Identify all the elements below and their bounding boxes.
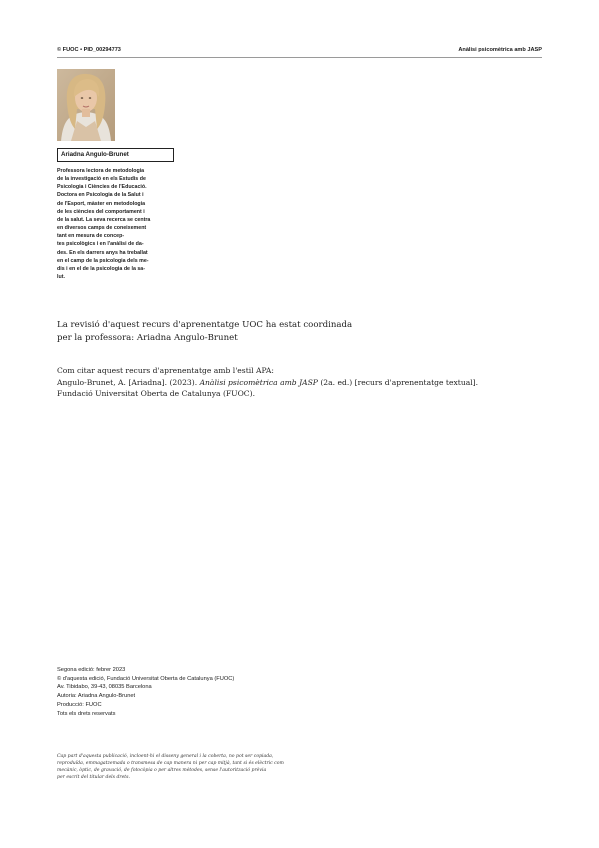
bio-line: de la investigació en els Estudis de (57, 176, 146, 183)
colophon-line: Autoria: Ariadna Angulo-Brunet (57, 693, 136, 700)
colophon-line: Segona edició: febrer 2023 (57, 667, 126, 673)
author-bio (57, 167, 175, 281)
bio-line: des. En els darrers anys ha treballat (57, 249, 148, 256)
author-name: Ariadna Angulo-Brunet (57, 148, 174, 162)
bio-line: en diversos camps de coneixement (57, 225, 147, 232)
citation-reference (57, 377, 478, 389)
bio-line: tes psicològics i en l'anàlisi de da- (57, 241, 144, 248)
bio-line: de les ciències del comportament i (57, 208, 145, 215)
colophon-line: Tots els drets reservats (57, 710, 116, 717)
citation-edition: (2a. ed.) [recurs d'aprenentatge textual]. (317, 377, 479, 387)
bio-line: de la salut. La seva recerca se centra (57, 216, 151, 223)
review-statement (57, 319, 352, 344)
bio-line: Doctora en Psicologia de la Salut i (57, 192, 144, 199)
legal-line: per escrit del titular dels drets. (57, 775, 130, 781)
colophon-line: Producció: FUOC (57, 701, 102, 708)
header-document-title: Anàlisi psicomètrica amb JASP (458, 47, 542, 53)
citation-block (57, 365, 478, 400)
colophon-line: Av. Tibidabo, 39-43, 08035 Barcelona (57, 684, 152, 691)
review-line: La revisió d'aquest recurs d'aprenentatge UOC ha estat coordinada (57, 320, 353, 330)
colophon-line: © d'aquesta edició, Fundació Universitat Oberta de Catalunya (FUOC) (57, 675, 235, 682)
bio-line: Psicologia i Ciències de l'Educació. (57, 184, 147, 191)
bio-line: lut. (57, 274, 65, 281)
copyright-notice (57, 753, 284, 781)
citation-heading: Com citar aquest recurs d'aprenentatge amb l'estil APA: (57, 366, 274, 375)
author-photo (57, 69, 115, 141)
citation-publisher: Fundació Universitat Oberta de Catalunya (FUOC). (57, 389, 255, 399)
legal-line: mecànic, òptic, de gravació, de fotocòpia o per altres mètodes, sense l'autorització prèvia (57, 768, 267, 774)
citation-authors: Angulo-Brunet, A. [Ariadna]. (2023). (57, 377, 200, 387)
citation-title: Anàlisi psicomètrica amb JASP (199, 377, 318, 387)
bio-line: tant en mesura de concep- (57, 233, 125, 240)
header-document-id: © FUOC • PID_00294773 (57, 47, 121, 53)
review-line: per la professora: Ariadna Angulo-Brunet (57, 332, 238, 343)
legal-line: Cap part d'aquesta publicació, incloent-hi el disseny general i la coberta, no pot ser copiada, (57, 754, 274, 759)
page-header (57, 45, 542, 58)
bio-line: de l'Esport, màster en metodologia (57, 200, 146, 207)
bio-line: Professora lectora de metodologia (57, 168, 145, 174)
bio-line: en el camp de la psicologia dels me- (57, 257, 149, 264)
legal-line: reproduïda, emmagatzemada o transmesa de cap manera ni per cap mitjà, tant si és elèctric com (57, 761, 284, 767)
bio-line: dis i en el de la psicologia de la sa- (57, 265, 146, 272)
colophon (57, 666, 234, 718)
